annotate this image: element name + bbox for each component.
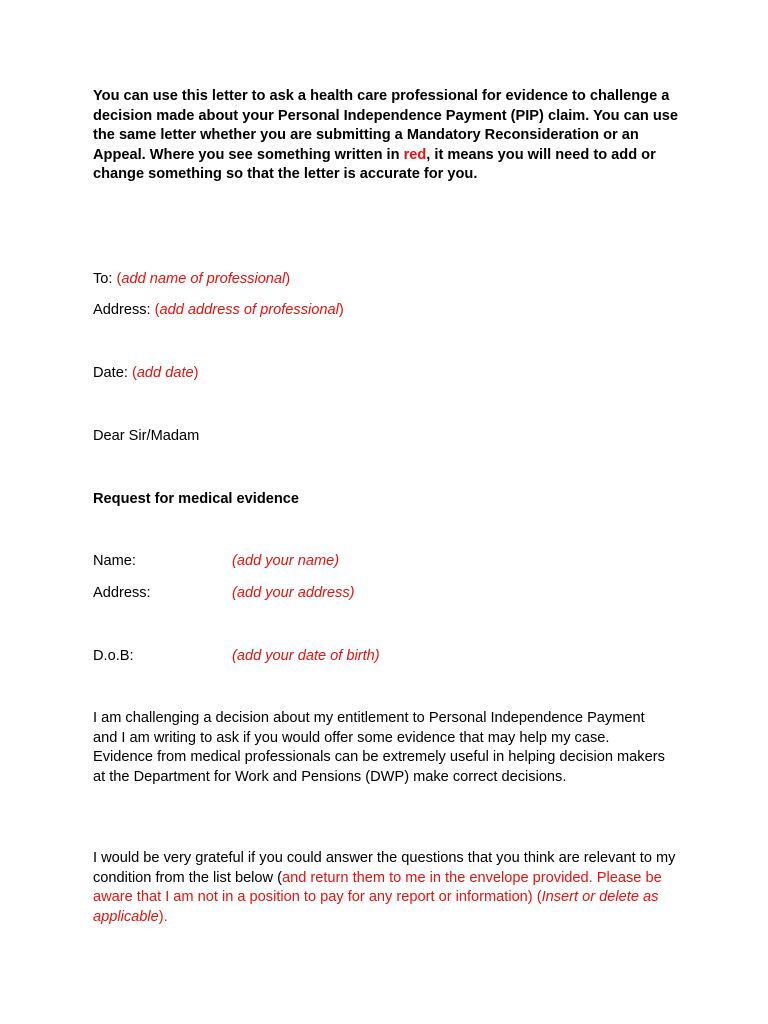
detail-label-dob: D.o.B: xyxy=(93,648,134,664)
address-line xyxy=(93,301,344,321)
detail-value-dob: (add your date of birth) xyxy=(232,648,380,664)
detail-label-address: Address: xyxy=(93,585,151,601)
body-paragraph-2-text: I would be very grateful if you could answer the questions that you think are relevant to my condition from the list below ( xyxy=(93,850,676,886)
to-open-paren: ( xyxy=(116,271,122,287)
date-placeholder: add date xyxy=(136,365,194,381)
body-paragraph-2-red-open: ( xyxy=(532,889,542,906)
body-paragraph-1: I am challenging a decision about my entitlement to Personal Independence Payment and I am writing to ask if you would offer some evidence that may help my case. Evidence from medical professionals can be extremely useful in helping decision makers at the Department for Work and Pensions (DWP) make correct decisions. xyxy=(93,710,665,785)
body-paragraph-2 xyxy=(93,849,683,927)
detail-value-name: (add your name) xyxy=(232,553,340,569)
date-line xyxy=(93,364,199,384)
body-paragraph-2-italic: Insert or delete as applicable xyxy=(93,889,659,925)
intro-red-word: red xyxy=(403,146,427,163)
address-close-paren: ) xyxy=(338,302,344,318)
address-label: Address: xyxy=(93,302,155,318)
intro-text-part2: , it means you will need to add or change something so that the letter is accurate for you. xyxy=(93,146,656,183)
to-line xyxy=(93,270,290,290)
detail-label-name: Name: xyxy=(93,553,136,569)
address-placeholder: add address of professional xyxy=(159,302,339,318)
body-paragraph-2-red-text: and return them to me in the envelope provided. Please be aware that I am not in a position to pay for any report or information) xyxy=(93,869,662,906)
date-label: Date: xyxy=(93,365,132,381)
date-close-paren: ) xyxy=(193,365,199,381)
subject-heading: Request for medical evidence xyxy=(93,491,300,507)
address-open-paren: ( xyxy=(154,302,160,318)
to-close-paren: ) xyxy=(285,271,291,287)
to-label: To: xyxy=(93,271,117,287)
intro-text-part1: You can use this letter to ask a health care professional for evidence to challenge a decision made about your Personal Independence Payment (PIP) claim. You can use the same letter whether you are submitting a Mandatory Reconsideration or an Appeal. Where you see something written in xyxy=(93,88,678,163)
detail-value-address: (add your address) xyxy=(232,585,355,601)
intro-instructions xyxy=(93,87,683,185)
date-open-paren: ( xyxy=(131,365,137,381)
salutation: Dear Sir/Madam xyxy=(93,428,200,444)
body-paragraph-2-red-close: ). xyxy=(158,908,168,925)
to-placeholder: add name of professional xyxy=(121,271,286,287)
